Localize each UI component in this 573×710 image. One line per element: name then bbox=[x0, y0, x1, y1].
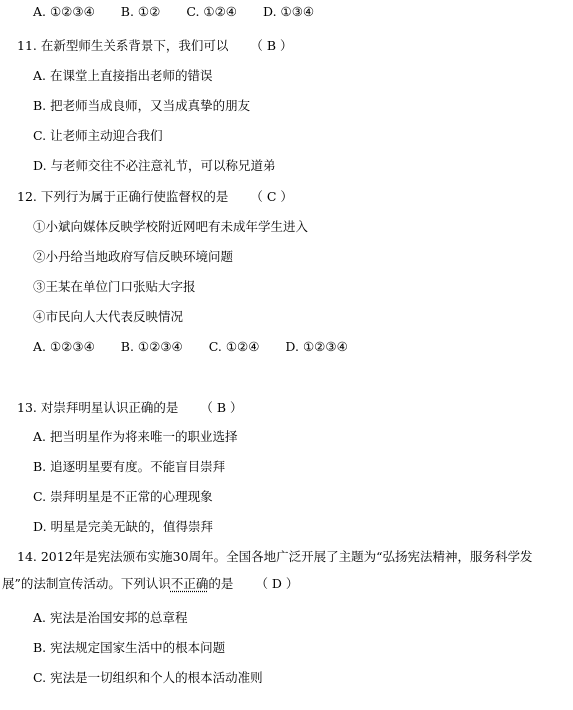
q10-option-d: D. ①③④ bbox=[263, 4, 315, 19]
q11-answer: （ B ） bbox=[250, 38, 293, 53]
q11-option-d: D. 与老师交往不必注意礼节，可以称兄道弟 bbox=[33, 158, 276, 173]
q14-stem-part-b: 的是 bbox=[208, 576, 234, 591]
q10-option-c: C. ①②④ bbox=[186, 4, 238, 19]
q12-option-a: A. ①②③④ bbox=[33, 339, 95, 354]
q11-stem-line bbox=[17, 38, 293, 54]
q12-item-1: ①小斌向媒体反映学校附近网吧有未成年学生进入 bbox=[33, 219, 309, 234]
q12-options-row bbox=[33, 339, 348, 355]
q11-stem: 11. 在新型师生关系背景下，我们可以 bbox=[17, 38, 229, 53]
q10-option-b: B. ①② bbox=[120, 4, 161, 19]
q14-option-c: C. 宪法是一切组织和个人的根本活动准则 bbox=[33, 670, 263, 685]
q11-option-b: B. 把老师当成良师，又当成真挚的朋友 bbox=[33, 98, 251, 113]
q10-options-row bbox=[33, 4, 314, 20]
q13-option-c: C. 崇拜明星是不正常的心理现象 bbox=[33, 489, 213, 504]
q13-stem: 13. 对崇拜明星认识正确的是 bbox=[17, 400, 179, 415]
q12-item-3: ③王某在单位门口张贴大字报 bbox=[33, 279, 196, 294]
q10-option-a: A. ①②③④ bbox=[33, 4, 95, 19]
q14-stem-part-a: 展”的法制宣传活动。下列认识 bbox=[2, 576, 171, 591]
q13-stem-line bbox=[17, 400, 243, 416]
q11-option-c: C. 让老师主动迎合我们 bbox=[33, 128, 163, 143]
q14-stem-emphasis: 不正确 bbox=[170, 576, 209, 591]
q12-option-b: B. ①②③④ bbox=[120, 339, 183, 354]
q13-option-b: B. 追逐明星要有度。不能盲目崇拜 bbox=[33, 459, 226, 474]
q14-answer: （ D ） bbox=[255, 576, 299, 591]
q12-option-d: D. ①②③④ bbox=[285, 339, 348, 354]
q12-stem: 12. 下列行为属于正确行使监督权的是 bbox=[17, 189, 229, 204]
q14-stem-line-2 bbox=[2, 576, 298, 592]
q14-option-a: A. 宪法是治国安邦的总章程 bbox=[33, 610, 188, 625]
q12-item-2: ②小丹给当地政府写信反映环境问题 bbox=[33, 249, 234, 264]
q12-item-4: ④市民向人大代表反映情况 bbox=[33, 309, 184, 324]
q12-option-c: C. ①②④ bbox=[208, 339, 260, 354]
q13-option-a: A. 把当明星作为将来唯一的职业选择 bbox=[33, 429, 238, 444]
q11-option-a: A. 在课堂上直接指出老师的错误 bbox=[33, 68, 213, 83]
q12-stem-line bbox=[17, 189, 293, 205]
q13-answer: （ B ） bbox=[200, 400, 243, 415]
q14-option-b: B. 宪法规定国家生活中的根本问题 bbox=[33, 640, 226, 655]
q12-answer: （ C ） bbox=[250, 189, 293, 204]
q14-stem-line-1: 14. 2012年是宪法颁布实施30周年。全国各地广泛开展了主题为“弘扬宪法精神，服务科学发 bbox=[17, 549, 533, 564]
q13-option-d: D. 明星是完美无缺的，值得崇拜 bbox=[33, 519, 214, 534]
